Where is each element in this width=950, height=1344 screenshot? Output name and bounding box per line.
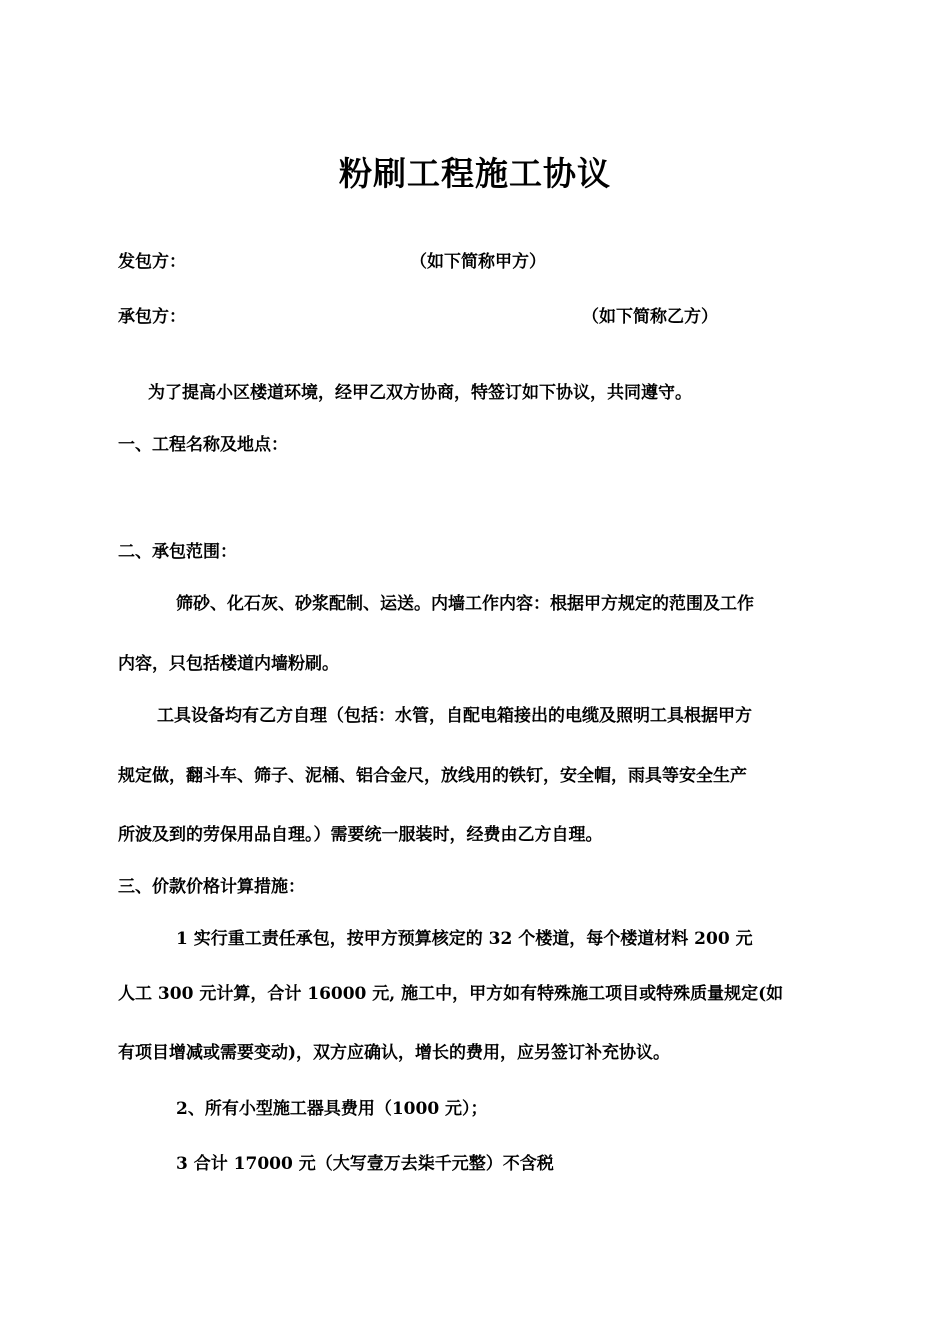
intro-paragraph: 为了提高小区楼道环境，经甲乙双方协商，特签订如下协议，共同遵守。 [148, 383, 692, 403]
section2-paragraph1-line1: 筛砂、化石灰、砂浆配制、运送。内墙工作内容：根据甲方规定的范围及工作 [176, 594, 754, 614]
section2-paragraph2-line1: 工具设备均有乙方自理（包括：水管，自配电箱接出的电缆及照明工具根据甲方 [157, 706, 752, 726]
party-b-note: （如下简称乙方） [582, 307, 718, 327]
section2-paragraph1-line2: 内容，只包括楼道内墙粉刷。 [118, 654, 339, 674]
party-a-label: 发包方： [118, 252, 186, 272]
section1-heading: 一、工程名称及地点： [118, 435, 288, 455]
section2-paragraph2-line3: 所波及到的劳保用品自理。）需要统一服装时，经费由乙方自理。 [118, 825, 603, 845]
section3-item1-line2: 人工 300 元计算，合计 16000 元, 施工中，甲方如有特殊施工项目或特殊质量规定(如 [118, 984, 784, 1004]
section3-item1-line1: 1 实行重工责任承包，按甲方预算核定的 32 个楼道，每个楼道材料 200 元 [176, 929, 753, 949]
document-title: 粉刷工程施工协议 [339, 154, 611, 193]
section2-heading: 二、承包范围： [118, 542, 237, 562]
party-b-label: 承包方： [118, 307, 186, 327]
section3-item3: 3 合计 17000 元（大写壹万去柒千元整）不含税 [176, 1154, 554, 1174]
section3-heading: 三、价款价格计算措施： [118, 877, 305, 897]
section3-item1-line3: 有项目增减或需要变动)，双方应确认，增长的费用，应另签订补充协议。 [118, 1043, 671, 1063]
section2-paragraph2-line2: 规定做，翻斗车、筛子、泥桶、铝合金尺，放线用的铁钉，安全帽，雨具等安全生产 [118, 766, 747, 786]
party-a-note: （如下简称甲方） [410, 252, 546, 272]
section3-item2: 2、所有小型施工器具费用（1000 元）； [176, 1099, 488, 1119]
